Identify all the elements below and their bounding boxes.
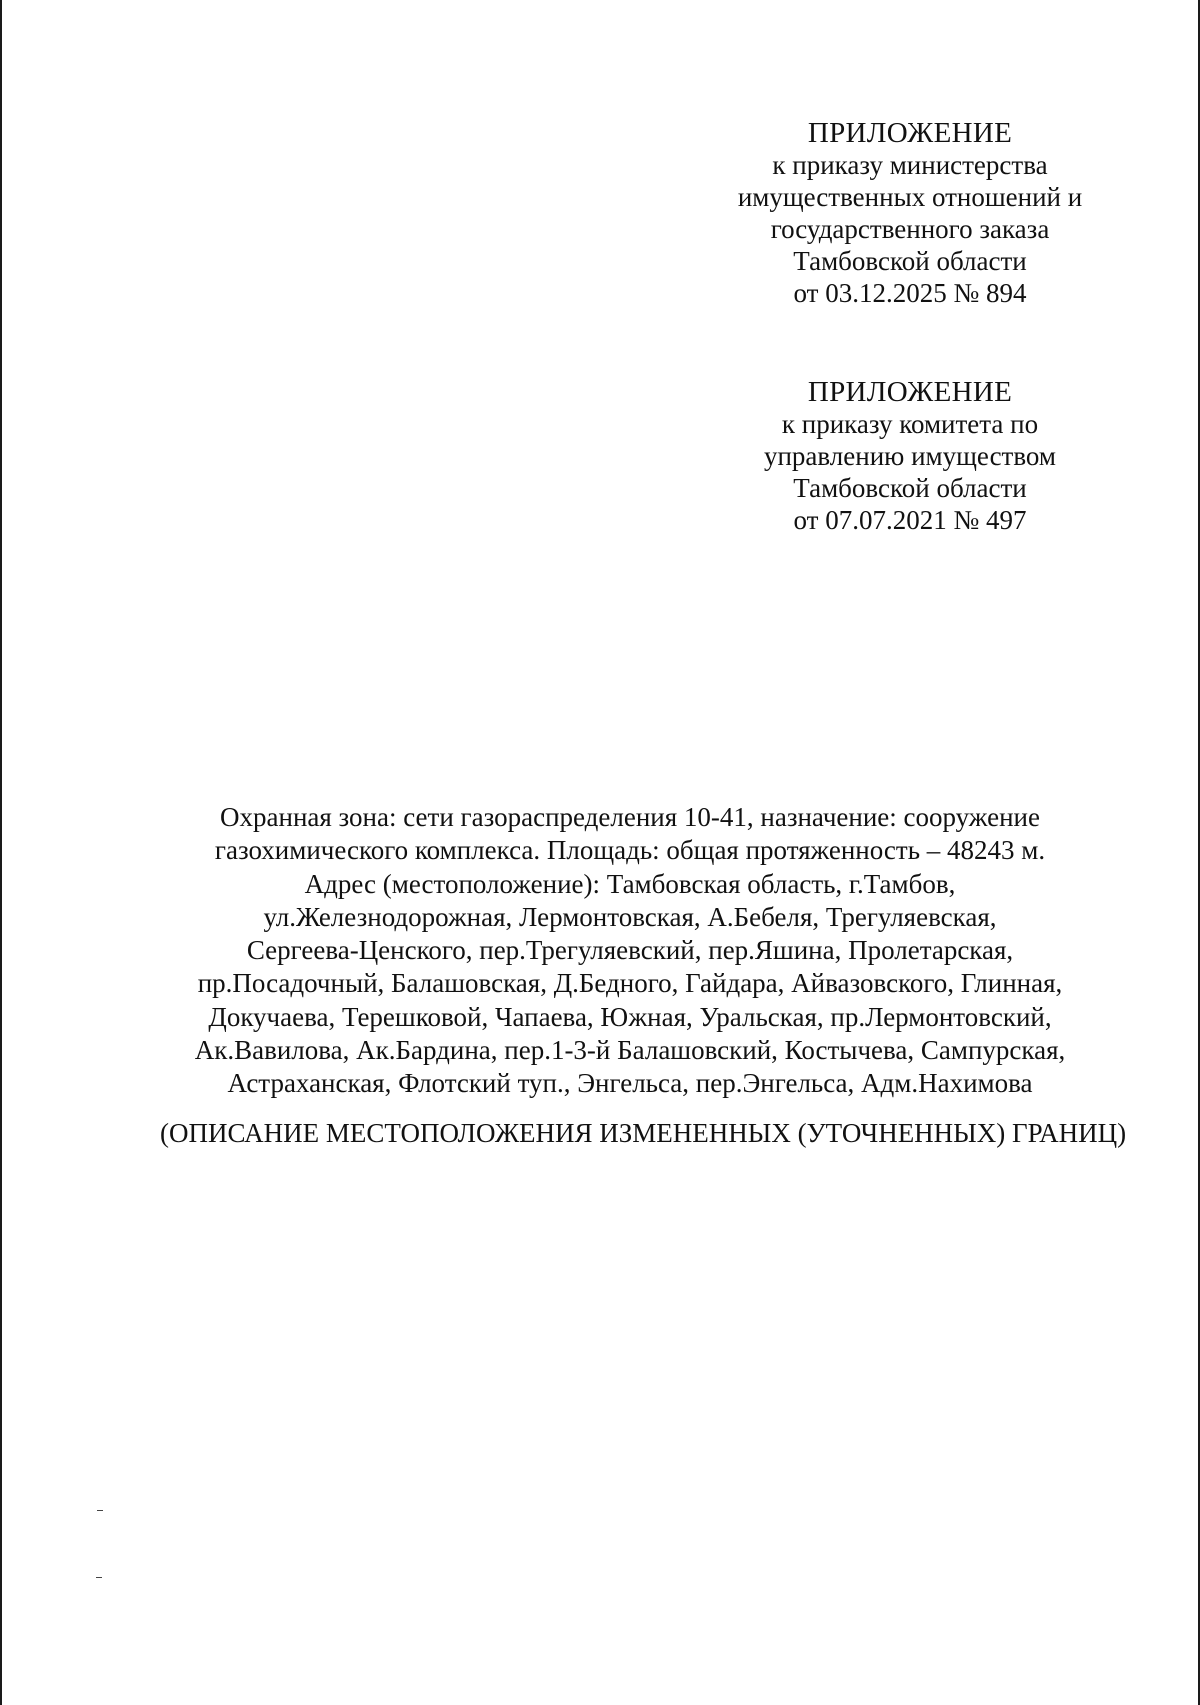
appendix-original-order-date: от 07.07.2021 № 497 xyxy=(793,505,1027,535)
appendix-current-order-date: от 03.12.2025 № 894 xyxy=(793,278,1027,308)
appendix-current-block xyxy=(700,117,1120,309)
description-line: Астраханская, Флотский туп., Энгельса, пер.Энгельса, Адм.Нахимова xyxy=(227,1068,1033,1099)
description-line: Адрес (местоположение): Тамбовская область, г.Тамбов, xyxy=(304,868,956,899)
description-line: ул.Железнодорожная, Лермонтовская, А.Бебеля, Трегуляевская, xyxy=(263,901,997,932)
scan-artifact-mark xyxy=(96,1577,102,1578)
description-line: Докучаева, Терешковой, Чапаева, Южная, Уральская, пр.Лермонтовский, xyxy=(208,1001,1052,1032)
appendix-current-line: Тамбовской области xyxy=(793,246,1027,276)
description-line: Сергеева-Ценского, пер.Трегуляевский, пер.Яшина, Пролетарская, xyxy=(246,935,1014,966)
description-line: Охранная зона: сети газораспределения 10-41, назначение: сооружение xyxy=(220,802,1040,832)
description-line: газохимического комплекса. Площадь: общая протяженность – 48243 м. xyxy=(214,835,1046,866)
description-line: пр.Посадочный, Балашовская, Д.Бедного, Гайдара, Айвазовского, Глинная, xyxy=(197,968,1063,999)
appendix-original-line: Тамбовской области xyxy=(793,473,1027,503)
scan-left-edge xyxy=(0,0,2,1705)
protection-zone-description xyxy=(160,801,1100,1101)
appendix-current-heading: ПРИЛОЖЕНИЕ xyxy=(807,117,1013,149)
appendix-original-heading: ПРИЛОЖЕНИЕ xyxy=(807,376,1013,408)
appendix-original-block xyxy=(700,376,1120,536)
appendix-original-line: управлению имуществом xyxy=(763,441,1056,471)
appendix-current-line: имущественных отношений и xyxy=(737,182,1083,212)
scan-artifact-mark xyxy=(97,1510,103,1511)
appendix-original-line: к приказу комитета по xyxy=(781,409,1039,439)
appendix-current-line: к приказу министерства xyxy=(772,150,1048,180)
boundary-description-title: (ОПИСАНИЕ МЕСТОПОЛОЖЕНИЯ ИЗМЕНЕННЫХ (УТОЧНЕННЫХ) ГРАНИЦ) xyxy=(160,1118,1127,1148)
description-line: Ак.Вавилова, Ак.Бардина, пер.1-3-й Балашовский, Костычева, Сампурская, xyxy=(194,1035,1066,1066)
appendix-current-line: государственного заказа xyxy=(770,214,1050,244)
